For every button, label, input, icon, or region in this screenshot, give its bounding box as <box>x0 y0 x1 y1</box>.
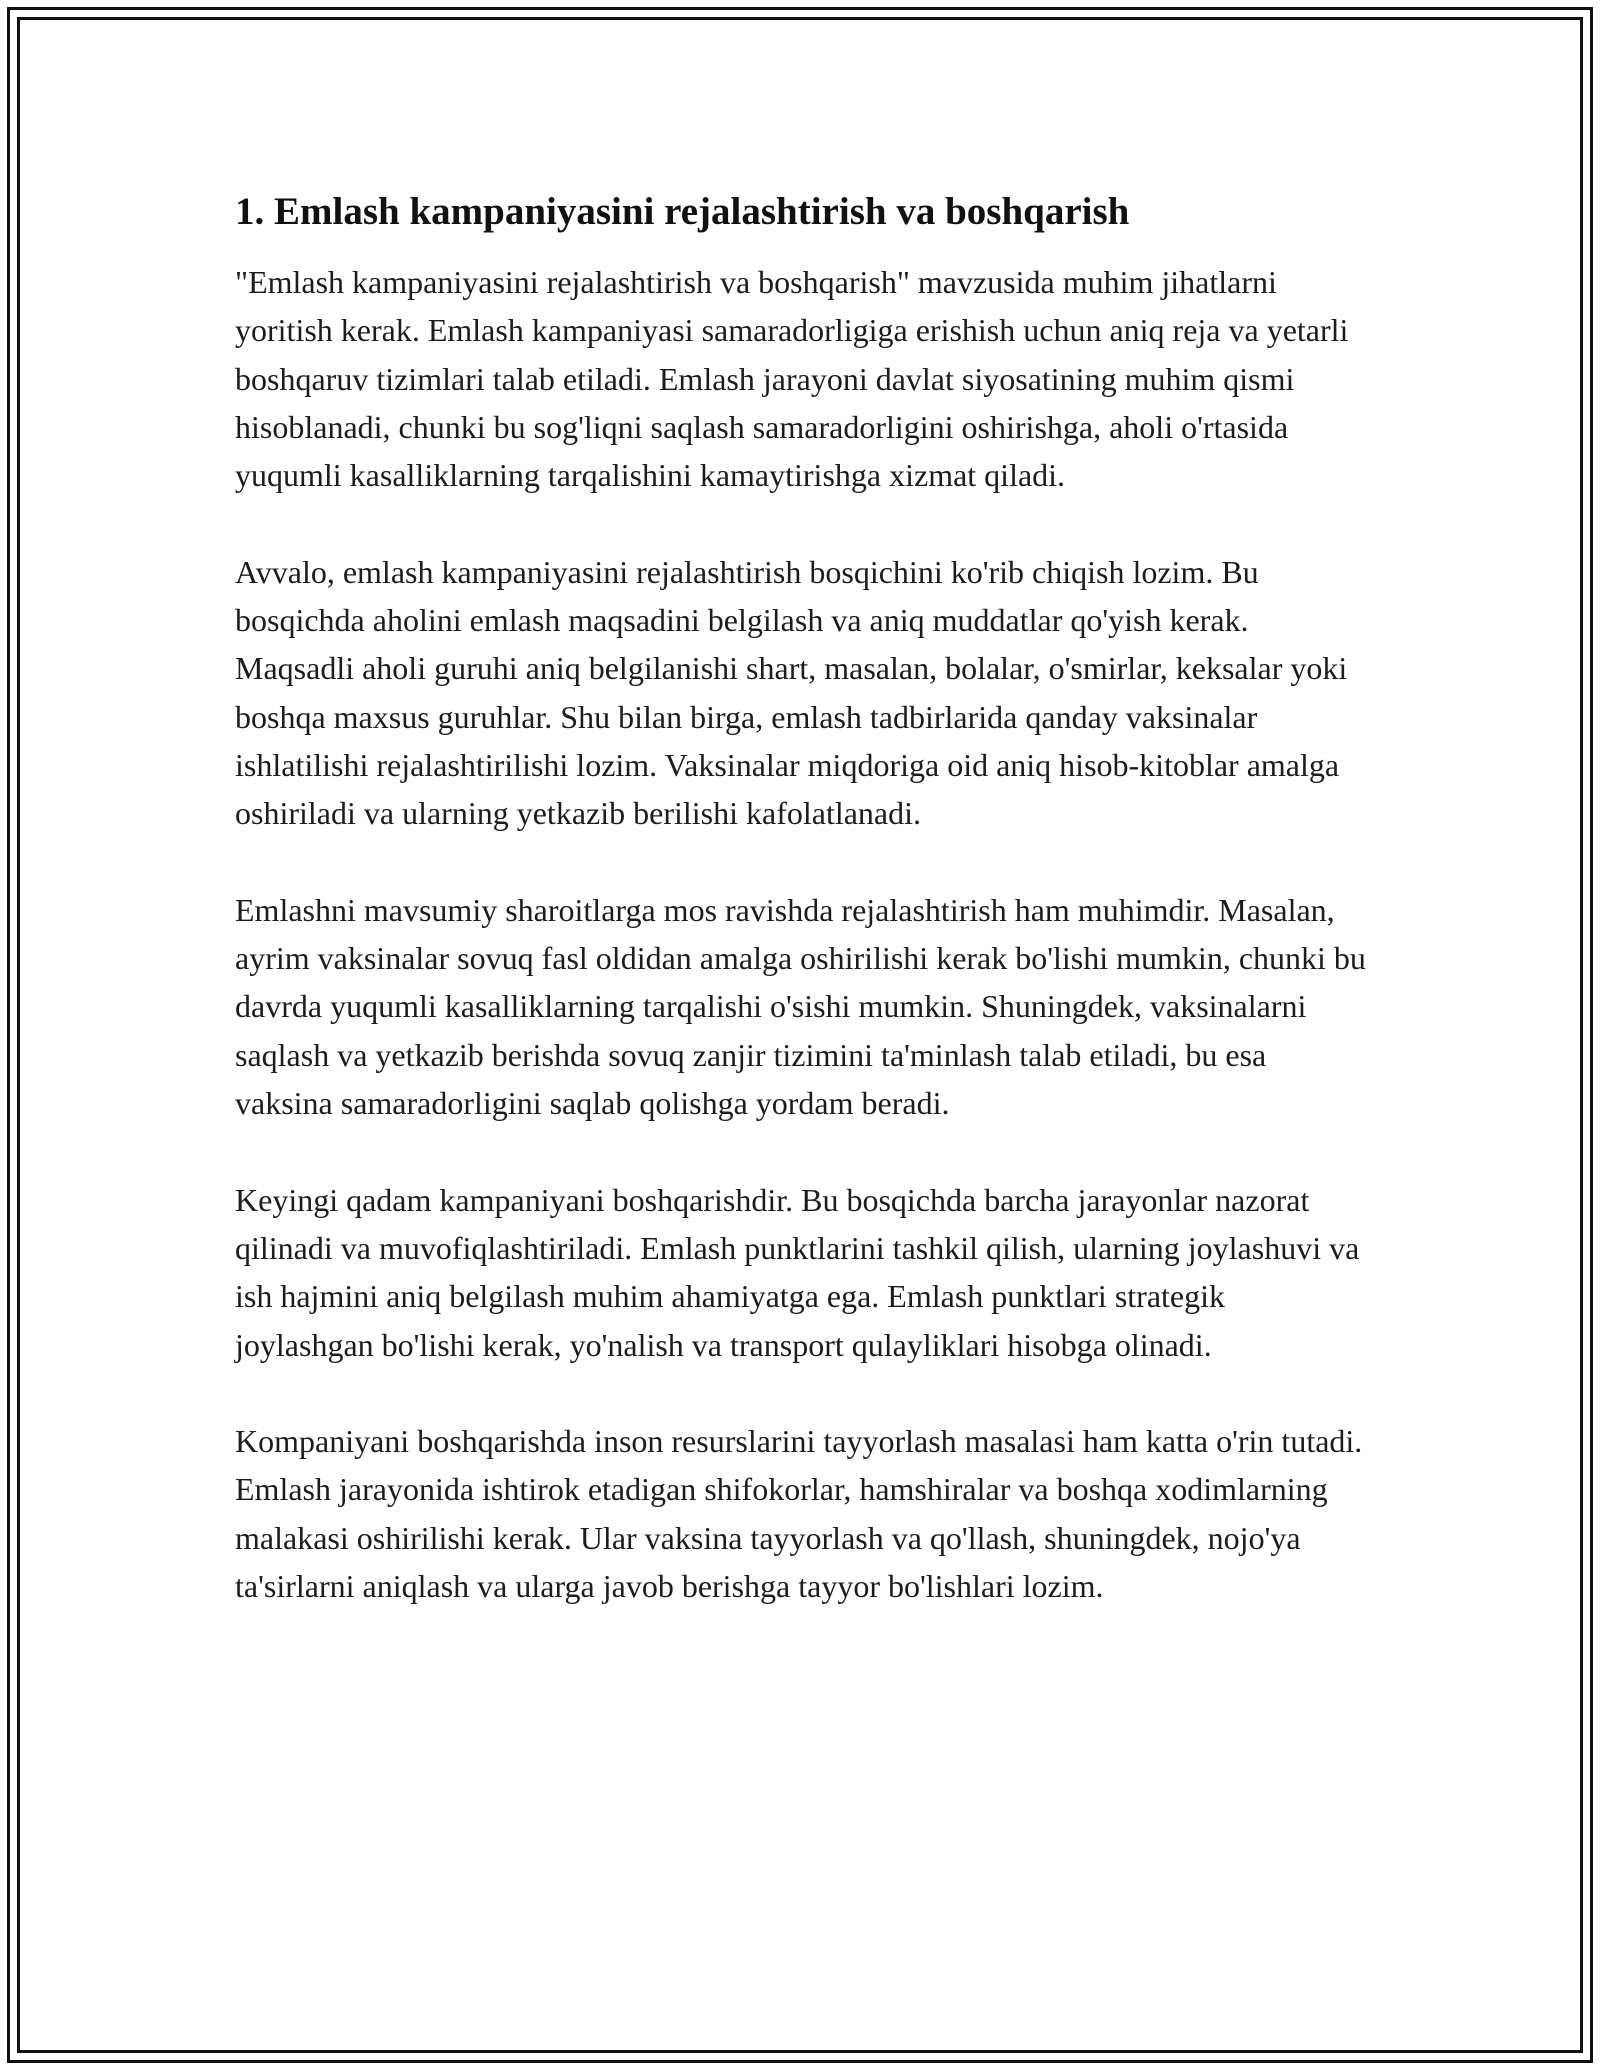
paragraph-planning: Avvalo, emlash kampaniyasini rejalashtirish bosqichini ko'rib chiqish lozim. Bu bosqichda aholini emlash maqsadini belgilash va aniq muddatlar qo'yish kerak. Maqsadli aholi guruhi aniq belgilanishi shart, masalan, bolalar, o'smirlar, keksalar yoki boshqa maxsus guruhlar. Shu bilan birga, emlash tadbirlarida qanday vaksinalar ishlatilishi rejalashtirilishi lozim. Vaksinalar miqdoriga oid aniq hisob-kitoblar amalga oshiriladi va ularning yetkazib berilishi kafolatlanadi. <box>235 553 1348 832</box>
paragraph-intro: "Emlash kampaniyasini rejalashtirish va boshqarish" mavzusida muhim jihatlarni yoritish kerak. Emlash kampaniyasi samaradorligiga erishish uchun aniq reja va yetarli boshqaruv tizimlari talab etiladi. Emlash jarayoni davlat siyosatining muhim qismi hisoblanadi, chunki bu sog'liqni saqlash samaradorligini oshirishga, aholi o'rtasida yuqumli kasalliklarning tarqalishini kamaytirishga xizmat qiladi. <box>235 264 1349 494</box>
section-title: 1. Emlash kampaniyasini rejalashtirish va boshqarish <box>235 190 1130 233</box>
paragraph-seasonal: Emlashni mavsumiy sharoitlarga mos ravishda rejalashtirish ham muhimdir. Masalan, ayrim vaksinalar sovuq fasl oldidan amalga oshirilishi kerak bo'lishi mumkin, chunki bu davrda yuqumli kasalliklarning tarqalishi o'sishi mumkin. Shuningdek, vaksinalarni saqlash va yetkazib berishda sovuq zanjir tizimini ta'minlash talab etiladi, bu esa vaksina samaradorligini saqlab qolishga yordam beradi. <box>235 891 1366 1122</box>
document-body <box>235 186 1370 1659</box>
paragraph-human-resources: Kompaniyani boshqarishda inson resurslarini tayyorlash masalasi ham katta o'rin tutadi. Emlash jarayonida ishtirok etadigan shifokorlar, hamshiralar va boshqa xodimlarning malakasi oshirilishi kerak. Ular vaksina tayyorlash va qo'llash, shuningdek, nojo'ya ta'sirlarni aniqlash va ularga javob berishga tayyor bo'lishlari lozim. <box>235 1423 1363 1605</box>
paragraph-management: Keyingi qadam kampaniyani boshqarishdir. Bu bosqichda barcha jarayonlar nazorat qilinadi va muvofiqlashtiriladi. Emlash punktlarini tashkil qilish, ularning joylashuvi va ish hajmini aniq belgilash muhim ahamiyatga ega. Emlash punktlari strategik joylashgan bo'lishi kerak, yo'nalish va transport qulayliklari hisobga olinadi. <box>235 1181 1360 1363</box>
